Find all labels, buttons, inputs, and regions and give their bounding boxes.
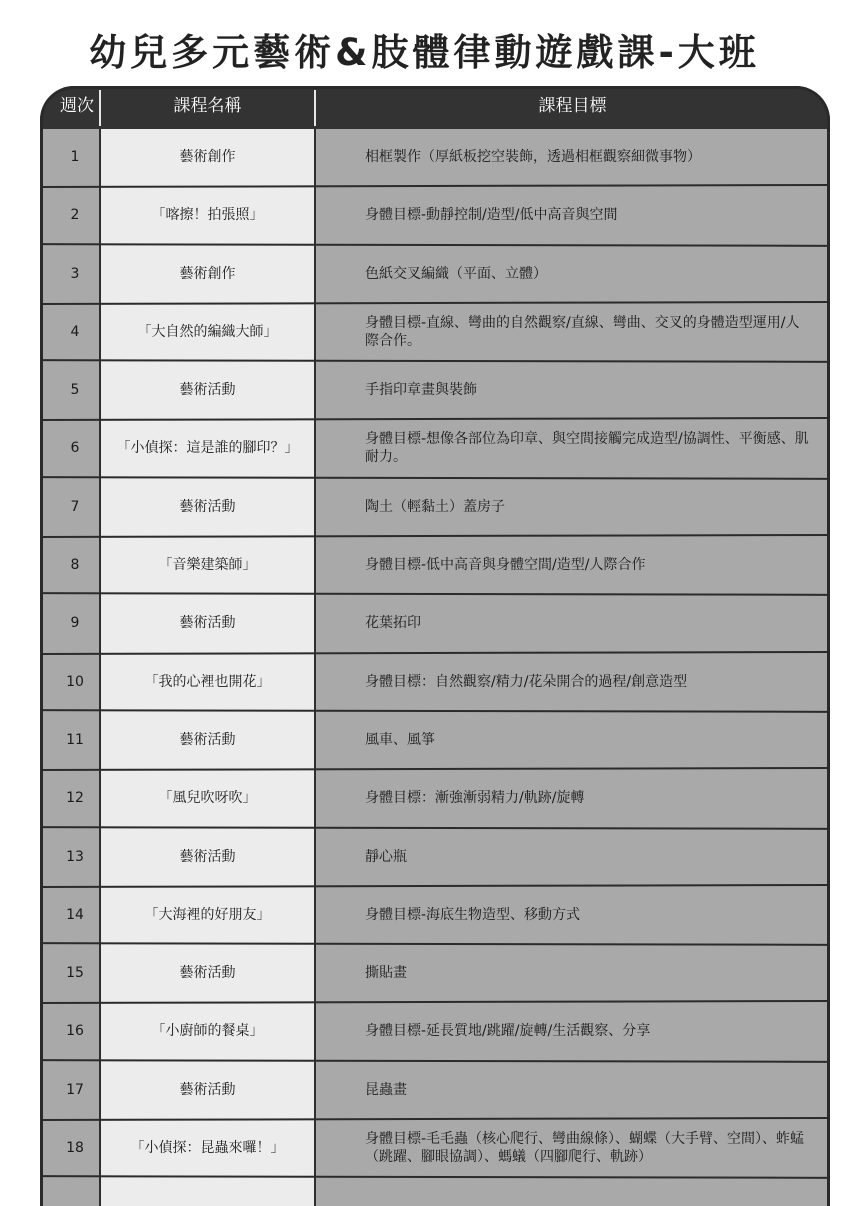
table-row <box>40 654 830 712</box>
course-goal-cell: 身體目標-直線、彎曲的自然觀察/直線、彎曲、交叉的身體造型運用/人際合作。 <box>365 314 800 349</box>
table-row <box>40 246 830 304</box>
course-name-cell: 「風兒吹呀吹」 <box>158 790 257 807</box>
course-name-cell: 「大自然的編織大師」 <box>137 323 278 340</box>
course-name-cell: 「我的心裡也開花」 <box>144 673 271 690</box>
course-goal-cell: 風車、風箏 <box>365 731 435 748</box>
course-name-cell: 「小廚師的餐桌」 <box>151 1023 264 1040</box>
week-cell: 3 <box>70 265 80 282</box>
course-name-cell: 藝術創作 <box>179 149 236 165</box>
table-row <box>40 945 830 1003</box>
table-row <box>40 537 830 595</box>
table-header <box>40 86 830 129</box>
course-name-cell: 藝術活動 <box>179 1081 236 1098</box>
week-cell: 16 <box>66 1023 84 1040</box>
course-name-cell: 藝術創作 <box>179 265 236 282</box>
course-goal-cell: 身體目標-想像各部位為印章、與空間接觸完成造型/協調性、平衡感、肌耐力。 <box>365 431 809 466</box>
table-row <box>40 362 830 420</box>
header-course-name: 課程名稱 <box>173 96 242 116</box>
table-row <box>40 479 830 537</box>
course-table <box>40 86 830 1206</box>
table-row <box>40 420 830 478</box>
page-title: 幼兒多元藝術&肢體律動遊戲課-大班 <box>89 31 760 74</box>
week-cell: 1 <box>70 149 80 165</box>
course-goal-cell: 靜心瓶 <box>365 848 407 865</box>
course-goal-cell: 身體目標-動靜控制/造型/低中高音與空間 <box>365 207 618 224</box>
course-goal-cell: 身體目標-海底生物造型、移動方式 <box>365 906 581 923</box>
course-name-cell: 藝術活動 <box>179 382 236 399</box>
week-cell: 7 <box>70 498 80 515</box>
week-cell: 13 <box>66 848 84 865</box>
table-row <box>40 712 830 770</box>
table-body <box>40 129 830 1178</box>
week-cell: 5 <box>70 382 80 399</box>
course-goal-cell: 身體目標-低中高音與身體空間/造型/人際合作 <box>365 557 646 574</box>
table-row <box>40 595 830 653</box>
week-cell: 10 <box>66 673 84 690</box>
table-row <box>40 187 830 245</box>
week-cell: 6 <box>70 440 80 457</box>
course-goal-cell: 身體目標：漸強漸弱精力/軌跡/旋轉 <box>365 790 585 807</box>
course-name-cell: 「大海裡的好朋友」 <box>144 906 271 923</box>
week-cell: 17 <box>66 1081 84 1098</box>
header-divider <box>99 90 101 126</box>
course-name-cell: 藝術活動 <box>179 965 236 982</box>
table-row <box>40 887 830 945</box>
table-row <box>40 1120 830 1178</box>
course-goal-cell: 身體目標-毛毛蟲（核心爬行、彎曲線條）、蝴蝶（大手臂、空間）、蚱蜢（跳躍、腳眼協調）、螞蟻（四腳爬行、軌跡） <box>365 1131 805 1166</box>
table-row <box>40 1003 830 1061</box>
course-name-cell: 「喀擦！拍張照」 <box>151 207 264 224</box>
course-name-cell: 「小偵探：這是誰的腳印？」 <box>116 440 299 457</box>
table-row <box>40 829 830 887</box>
course-goal-cell: 身體目標-延長質地/跳躍/旋轉/生活觀察、分享 <box>365 1023 651 1040</box>
week-cell: 2 <box>70 207 80 224</box>
course-name-cell: 藝術活動 <box>179 615 236 632</box>
course-goal-cell: 色紙交叉編織（平面、立體） <box>365 265 547 282</box>
week-cell: 18 <box>66 1140 84 1157</box>
header-divider <box>314 90 316 126</box>
table-row <box>40 304 830 362</box>
header-week: 週次 <box>60 96 94 116</box>
course-name-cell: 藝術活動 <box>179 498 236 515</box>
course-name-cell: 「小偵探：昆蟲來囉！」 <box>130 1140 285 1157</box>
week-cell: 14 <box>66 906 84 923</box>
course-goal-cell: 身體目標：自然觀察/精力/花朵開合的過程/創意造型 <box>365 673 688 690</box>
week-cell: 9 <box>70 615 80 632</box>
course-goal-cell: 手指印章畫與裝飾 <box>365 382 477 399</box>
course-goal-cell: 撕貼畫 <box>365 965 407 982</box>
course-name-cell: 「音樂建築師」 <box>158 557 257 574</box>
week-cell: 15 <box>66 965 84 982</box>
week-cell: 12 <box>66 790 84 807</box>
course-goal-cell: 陶土（輕黏土）蓋房子 <box>365 498 505 515</box>
course-goal-cell: 昆蟲畫 <box>365 1081 407 1098</box>
week-cell: 4 <box>70 323 80 340</box>
table-row <box>40 770 830 828</box>
header-course-goal: 課程目標 <box>538 96 607 116</box>
course-name-cell: 藝術活動 <box>179 731 236 748</box>
table-row <box>40 1062 830 1120</box>
course-name-cell: 藝術活動 <box>179 848 236 865</box>
course-goal-cell: 相框製作（厚紙板挖空裝飾，透過相框觀察細微事物） <box>365 149 701 165</box>
week-cell: 8 <box>70 557 80 574</box>
course-goal-cell: 花葉拓印 <box>365 615 421 632</box>
table-row <box>40 129 830 187</box>
week-cell: 11 <box>66 731 84 748</box>
